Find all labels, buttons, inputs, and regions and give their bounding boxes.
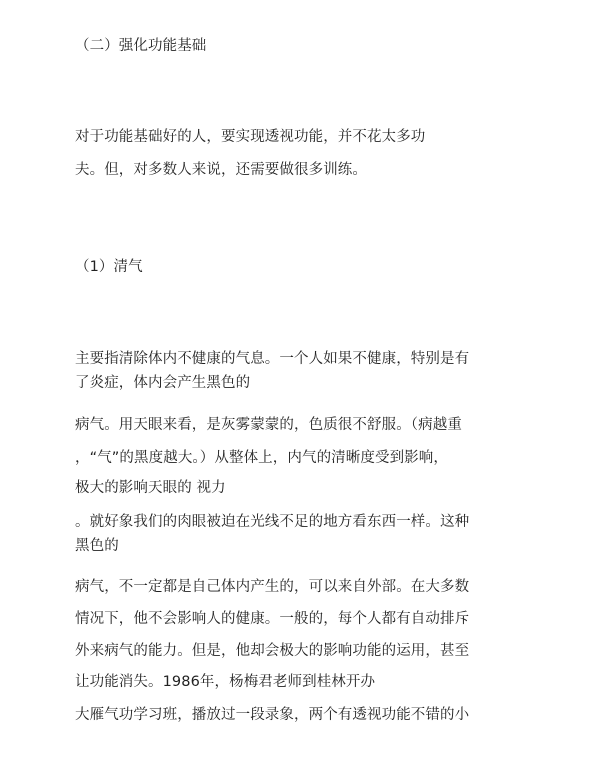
body-line-11: 让功能消失。1986年，杨梅君老师到桂林开办 — [75, 674, 376, 690]
body-line-3: 病气。用天眼来看，是灰雾蒙蒙的，色质很不舒服。（病越重 — [75, 417, 462, 433]
body-line-7: 黑色的 — [75, 538, 119, 554]
body-line-4: ，“气”的黑度越大。）从整体上，内气的清晰度受到影响， — [75, 450, 448, 466]
body-line-1: 主要指清除体内不健康的气息。一个人如果不健康，特别是有 — [75, 351, 470, 367]
body-line-9: 情况下，他不会影响人的健康。一般的，每个人都有自动排斥 — [75, 611, 470, 627]
intro-line-1: 对于功能基础好的人，要实现透视功能，并不花太多功 — [75, 129, 426, 145]
body-line-5: 极大的影响天眼的 视力 — [75, 480, 226, 496]
body-line-8: 病气，不一定都是自己体内产生的，可以来自外部。在大多数 — [75, 579, 470, 595]
body-line-10: 外来病气的能力。但是，他却会极大的影响功能的运用，甚至 — [75, 643, 470, 659]
intro-line-2: 夫。但，对多数人来说，还需要做很多训练。 — [75, 162, 367, 178]
section-heading: （二）强化功能基础 — [75, 38, 207, 54]
body-line-12: 大雁气功学习班，播放过一段录象，两个有透视功能不错的小 — [75, 707, 470, 723]
body-line-6: 。就好象我们的肉眼被迫在光线不足的地方看东西一样。这种 — [75, 514, 470, 530]
body-line-2: 了炎症，体内会产生黑色的 — [75, 375, 251, 391]
subsection-heading: （1）清气 — [75, 259, 143, 275]
